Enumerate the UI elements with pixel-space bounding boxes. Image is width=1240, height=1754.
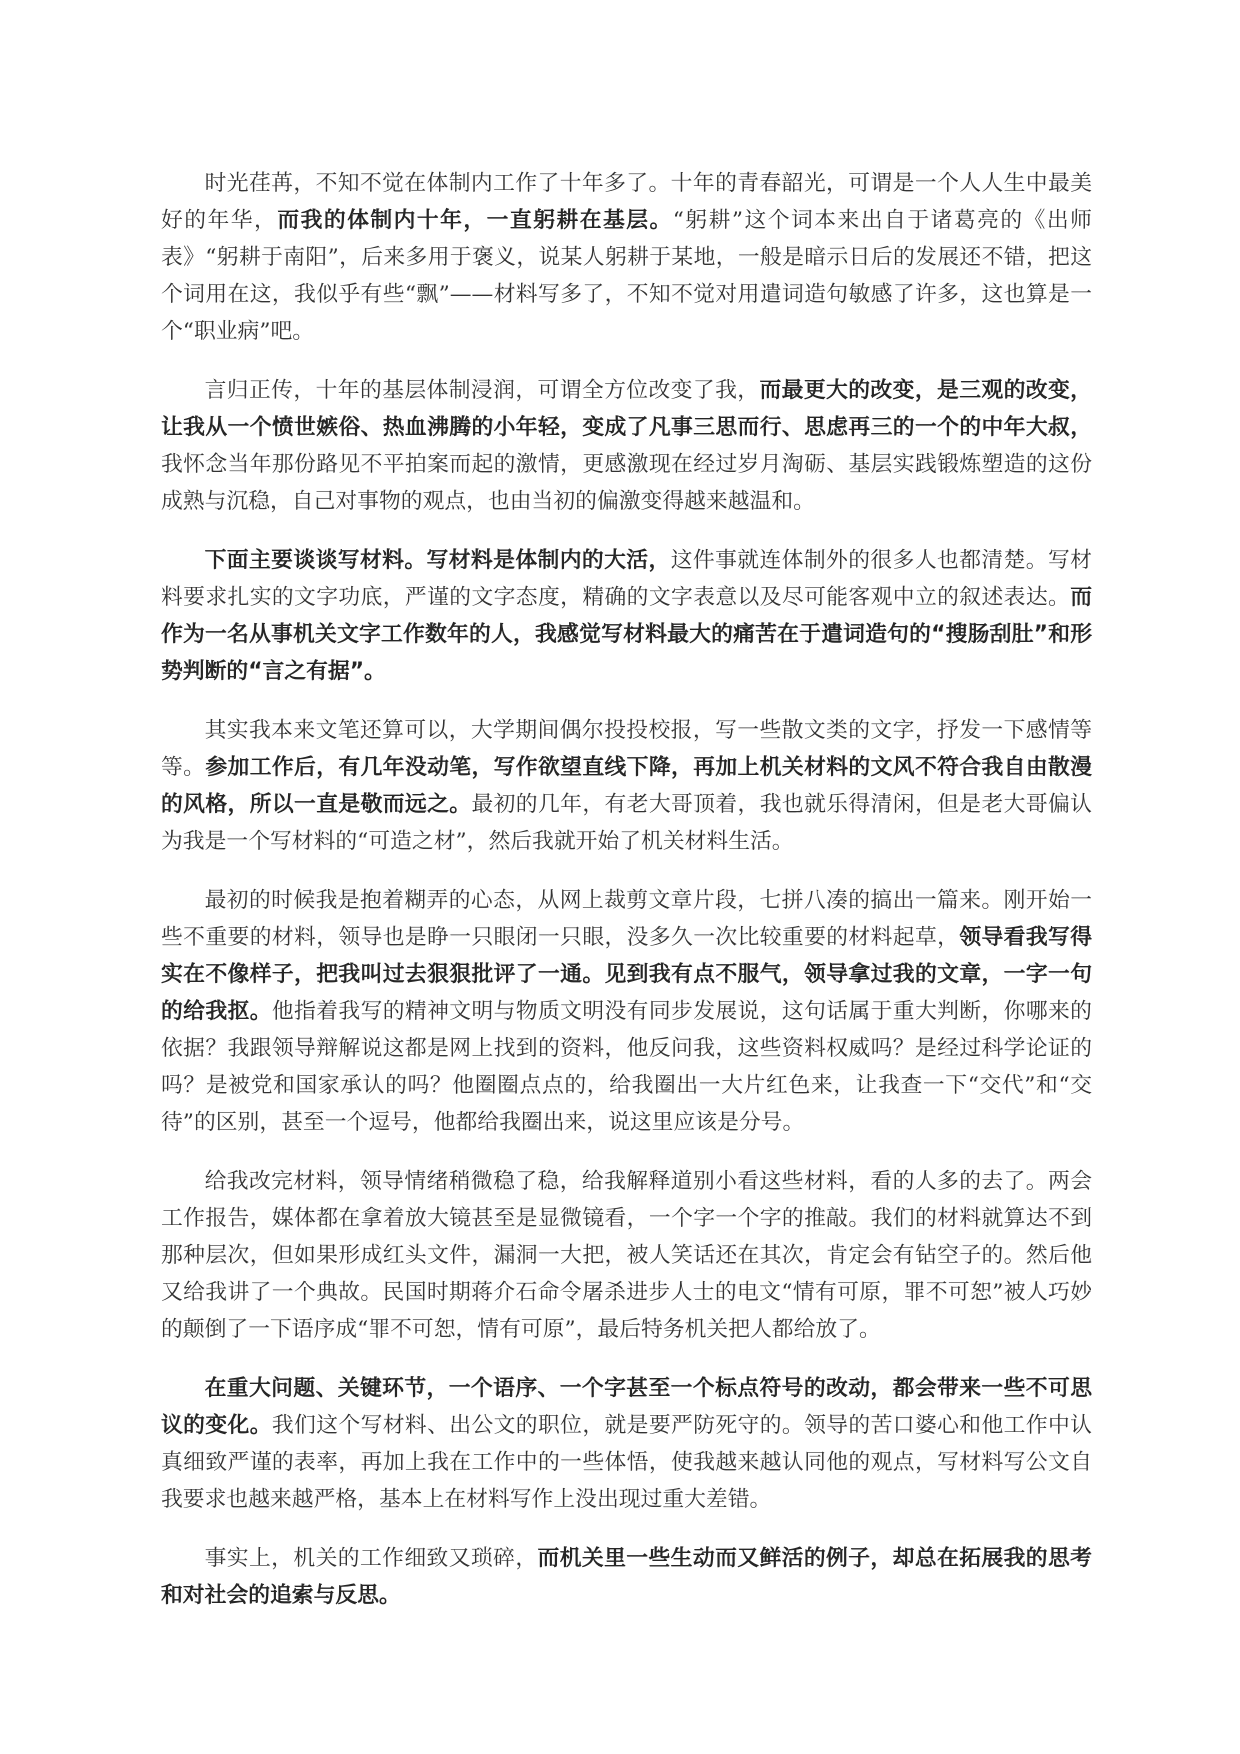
- body-text: 给我改完材料，领导情绪稍微稳了稳，给我解释道别小看这些材料，看的人多的去了。两会工作报告，媒体都在拿着放大镜甚至是显微镜看，一个字一个字的推敲。我们的材料就算达不到那种层次，但如果形成红头文件，漏洞一大把，被人笑话还在其次，肯定会有钻空子的。然后他又给我讲了一个典故。民国时期蒋介石命令屠杀进步人士的电文“情有可原，罪不可恕”被人巧妙的颠倒了一下语序成“罪不可恕，情有可原”，最后特务机关把人都给放了。: [161, 1169, 1092, 1342]
- paragraph: [161, 1540, 1092, 1614]
- emphasized-text: 下面主要谈谈写材料。写材料是体制内的大活，: [204, 548, 671, 573]
- body-text: 我们这个写材料、出公文的职位，就是要严防死守的。领导的苦口婆心和他工作中认真细致严谨的表率，再加上我在工作中的一些体悟，使我越来越认同他的观点，写材料写公文自我要求也越来越严格，基本上在材料写作上没出现过重大差错。: [161, 1413, 1092, 1512]
- emphasized-text: 而机关里一些生动而又鲜活的例子，却总在拓展我的思考和对社会的追索与反思。: [161, 1546, 1092, 1608]
- paragraph: [161, 1163, 1092, 1348]
- body-text: “躬耕”这个词本来出自于诸葛亮的《出师表》“躬耕于南阳”，后来多用于褒义，说某人躬耕于某地，一般是暗示日后的发展还不错，把这个词用在这，我似乎有些“飘”——材料写多了，不知不觉对用遣词造句敏感了许多，这也算是一个“职业病”吧。: [161, 208, 1092, 344]
- body-text: 最初的几年，有老大哥顶着，我也就乐得清闲，但是老大哥偏认为我是一个写材料的“可造之材”，然后我就开始了机关材料生活。: [161, 792, 1092, 854]
- body-text: 最初的时候我是抱着糊弄的心态，从网上裁剪文章片段，七拼八凑的搞出一篇来。刚开始一些不重要的材料，领导也是睁一只眼闭一只眼，没多久一次比较重要的材料起草，: [161, 888, 1092, 950]
- paragraph: [161, 882, 1092, 1141]
- body-text: 我怀念当年那份路见不平拍案而起的激情，更感激现在经过岁月淘砺、基层实践锻炼塑造的这份成熟与沉稳，自己对事物的观点，也由当初的偏激变得越来越温和。: [161, 452, 1092, 514]
- body-text: 言归正传，十年的基层体制浸润，可谓全方位改变了我，: [204, 378, 760, 403]
- emphasized-text: 参加工作后，有几年没动笔，写作欲望直线下降，再加上机关材料的文风不符合我自由散漫的风格，所以一直是敬而远之。: [161, 755, 1092, 817]
- emphasized-text: 而作为一名从事机关文字工作数年的人，我感觉写材料最大的痛苦在于遣词造句的“搜肠刮肚”和形势判断的“言之有据”。: [161, 585, 1092, 684]
- emphasized-text: 而我的体制内十年，一直躬耕在基层。: [277, 208, 673, 233]
- body-text: 事实上，机关的工作细致又琐碎，: [204, 1546, 538, 1571]
- body-text: 时光荏苒，不知不觉在体制内工作了十年多了。十年的青春韶光，可谓是一个人人生中最美好的年华，: [161, 171, 1092, 233]
- emphasized-text: 领导看我写得实在不像样子，把我叫过去狠狠批评了一通。见到我有点不服气，领导拿过我的文章，一字一句的给我抠。: [161, 925, 1092, 1024]
- emphasized-text: 在重大问题、关键环节，一个语序、一个字甚至一个标点符号的改动，都会带来一些不可思议的变化。: [161, 1376, 1092, 1438]
- body-text: 其实我本来文笔还算可以，大学期间偶尔投投校报，写一些散文类的文字，抒发一下感情等等。: [161, 718, 1092, 780]
- paragraph: [161, 372, 1092, 520]
- paragraph: [161, 712, 1092, 860]
- paragraph: [161, 542, 1092, 690]
- body-text: 他指着我写的精神文明与物质文明没有同步发展说，这句话属于重大判断，你哪来的依据？我跟领导辩解说这都是网上找到的资料，他反问我，这些资料权威吗？是经过科学论证的吗？是被党和国家承认的吗？他圈圈点点的，给我圈出一大片红色来，让我查一下“交代”和“交待”的区别，甚至一个逗号，他都给我圈出来，说这里应该是分号。: [161, 999, 1092, 1135]
- paragraph: [161, 165, 1092, 350]
- document-body: [161, 165, 1092, 1636]
- emphasized-text: 而最更大的改变，是三观的改变，让我从一个愤世嫉俗、热血沸腾的小年轻，变成了凡事三思而行、思虑再三的一个的中年大叔，: [161, 378, 1092, 440]
- body-text: 这件事就连体制外的很多人也都清楚。写材料要求扎实的文字功底，严谨的文字态度，精确的文字表意以及尽可能客观中立的叙述表达。: [161, 548, 1092, 610]
- paragraph: [161, 1370, 1092, 1518]
